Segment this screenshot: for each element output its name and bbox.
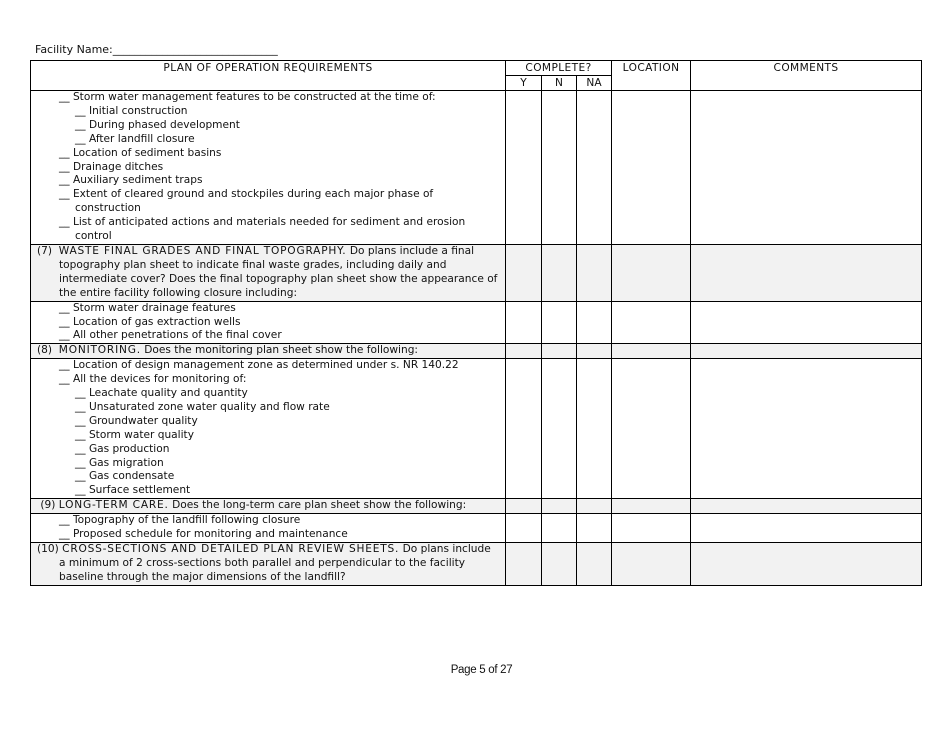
list-item: __ Drainage ditches: [59, 160, 164, 173]
no-cell[interactable]: [542, 359, 577, 499]
requirements-header: PLAN OF OPERATION REQUIREMENTS: [31, 61, 506, 91]
section-text: Do plans include: [402, 543, 491, 555]
section-text: intermediate cover? Does the final topography plan sheet show the appearance of: [59, 272, 498, 285]
facility-name-field: [35, 43, 278, 56]
comments-cell[interactable]: [691, 499, 922, 514]
location-cell[interactable]: [612, 301, 691, 344]
location-header: LOCATION: [612, 61, 691, 91]
yes-cell[interactable]: [506, 359, 542, 499]
yes-cell[interactable]: [506, 543, 542, 586]
list-item: __ Auxiliary sediment traps: [59, 174, 203, 187]
requirement-cell: [31, 91, 506, 245]
na-cell[interactable]: [577, 514, 612, 543]
list-item: __ Leachate quality and quantity: [75, 387, 248, 400]
list-item: __ Unsaturated zone water quality and flow rate: [75, 400, 330, 413]
no-cell[interactable]: [542, 91, 577, 245]
comments-header: COMMENTS: [691, 61, 922, 91]
section-text: topography plan sheet to indicate final waste grades, including daily and: [59, 258, 447, 271]
section-number: (9): [40, 499, 56, 512]
section-text: Does the monitoring plan sheet show the following:: [144, 344, 418, 357]
list-item: __ Extent of cleared ground and stockpiles during each major phase of: [59, 188, 434, 201]
facility-name-blank: ______________________________: [112, 43, 278, 56]
section-text: Does the long-term care plan sheet show the following:: [172, 499, 467, 512]
list-item-continuation: control: [75, 230, 112, 243]
yes-cell[interactable]: [506, 499, 542, 514]
list-item-continuation: construction: [75, 202, 141, 215]
requirement-cell: [31, 301, 506, 344]
location-cell[interactable]: [612, 244, 691, 301]
list-item: __ Storm water management features to be constructed at the time of:: [59, 91, 436, 103]
yes-cell[interactable]: [506, 91, 542, 245]
header-row: [31, 61, 922, 76]
yes-cell[interactable]: [506, 514, 542, 543]
requirement-cell: [31, 359, 506, 499]
list-item: __ Topography of the landfill following closure: [59, 514, 301, 527]
na-header: NA: [577, 76, 612, 91]
list-item: __ Location of gas extraction wells: [59, 315, 241, 328]
section-number: (7): [37, 244, 53, 257]
na-cell[interactable]: [577, 499, 612, 514]
no-cell[interactable]: [542, 499, 577, 514]
na-cell[interactable]: [577, 301, 612, 344]
list-item: __ Location of sediment basins: [59, 146, 222, 159]
section-10-row: [31, 543, 922, 586]
na-cell[interactable]: [577, 244, 612, 301]
table-row: [31, 91, 922, 245]
na-cell[interactable]: [577, 91, 612, 245]
location-cell[interactable]: [612, 91, 691, 245]
section-number: (8): [37, 344, 53, 357]
section-8-row: [31, 344, 922, 359]
location-cell[interactable]: [612, 514, 691, 543]
yes-header: Y: [506, 76, 542, 91]
yes-cell[interactable]: [506, 244, 542, 301]
list-item: __ During phased development: [75, 118, 240, 131]
na-cell[interactable]: [577, 344, 612, 359]
na-cell[interactable]: [577, 543, 612, 586]
requirement-cell: [31, 499, 506, 514]
list-item: __ List of anticipated actions and materials needed for sediment and erosion: [59, 216, 466, 229]
requirement-cell: [31, 514, 506, 543]
list-item: __ After landfill closure: [75, 132, 195, 145]
section-text: a minimum of 2 cross-sections both parallel and perpendicular to the facility: [59, 556, 466, 569]
location-cell[interactable]: [612, 499, 691, 514]
section-7-row: [31, 244, 922, 301]
list-item: __ Groundwater quality: [75, 414, 198, 427]
list-item: __ Initial construction: [75, 104, 188, 117]
list-item: __ Gas production: [75, 442, 170, 455]
list-item: __ All the devices for monitoring of:: [59, 373, 247, 386]
list-item: __ Storm water drainage features: [59, 301, 236, 314]
location-cell[interactable]: [612, 344, 691, 359]
section-text: baseline through the major dimensions of the landfill?: [59, 570, 346, 583]
list-item: __ Gas condensate: [75, 470, 175, 483]
no-cell[interactable]: [542, 543, 577, 586]
list-item: __ All other penetrations of the final cover: [59, 329, 282, 342]
table-row: [31, 514, 922, 543]
section-title: CROSS-SECTIONS AND DETAILED PLAN REVIEW SHEETS.: [62, 543, 400, 555]
location-cell[interactable]: [612, 359, 691, 499]
section-text: the entire facility following closure including:: [59, 286, 298, 299]
complete-header: COMPLETE?: [506, 61, 612, 76]
list-item: __ Location of design management zone as determined under s. NR 140.22: [59, 359, 459, 372]
comments-cell[interactable]: [691, 359, 922, 499]
list-item: __ Surface settlement: [75, 484, 191, 497]
list-item: __ Proposed schedule for monitoring and maintenance: [59, 528, 348, 541]
location-cell[interactable]: [612, 543, 691, 586]
requirements-checklist-table: [30, 60, 922, 586]
facility-name-label: Facility Name:: [35, 43, 113, 56]
requirement-cell: [31, 543, 506, 586]
no-header: N: [542, 76, 577, 91]
comments-cell[interactable]: [691, 301, 922, 344]
comments-cell[interactable]: [691, 244, 922, 301]
list-item: __ Storm water quality: [75, 428, 194, 441]
section-title: WASTE FINAL GRADES AND FINAL TOPOGRAPHY.: [58, 244, 347, 257]
no-cell[interactable]: [542, 244, 577, 301]
comments-cell[interactable]: [691, 344, 922, 359]
section-title: MONITORING.: [58, 344, 141, 357]
table-row: [31, 301, 922, 344]
section-9-row: [31, 499, 922, 514]
yes-cell[interactable]: [506, 344, 542, 359]
no-cell[interactable]: [542, 344, 577, 359]
requirement-cell: [31, 244, 506, 301]
section-title: LONG-TERM CARE.: [58, 499, 169, 512]
table-row: [31, 359, 922, 499]
comments-cell[interactable]: [691, 514, 922, 543]
page-number: Page 5 of 27: [450, 664, 513, 676]
section-text: Do plans include a final: [349, 244, 475, 257]
requirement-cell: [31, 344, 506, 359]
no-cell[interactable]: [542, 301, 577, 344]
comments-cell[interactable]: [691, 91, 922, 245]
yes-cell[interactable]: [506, 301, 542, 344]
comments-cell[interactable]: [691, 543, 922, 586]
list-item: __ Gas migration: [75, 456, 164, 469]
section-number: (10): [37, 543, 59, 555]
no-cell[interactable]: [542, 514, 577, 543]
na-cell[interactable]: [577, 359, 612, 499]
